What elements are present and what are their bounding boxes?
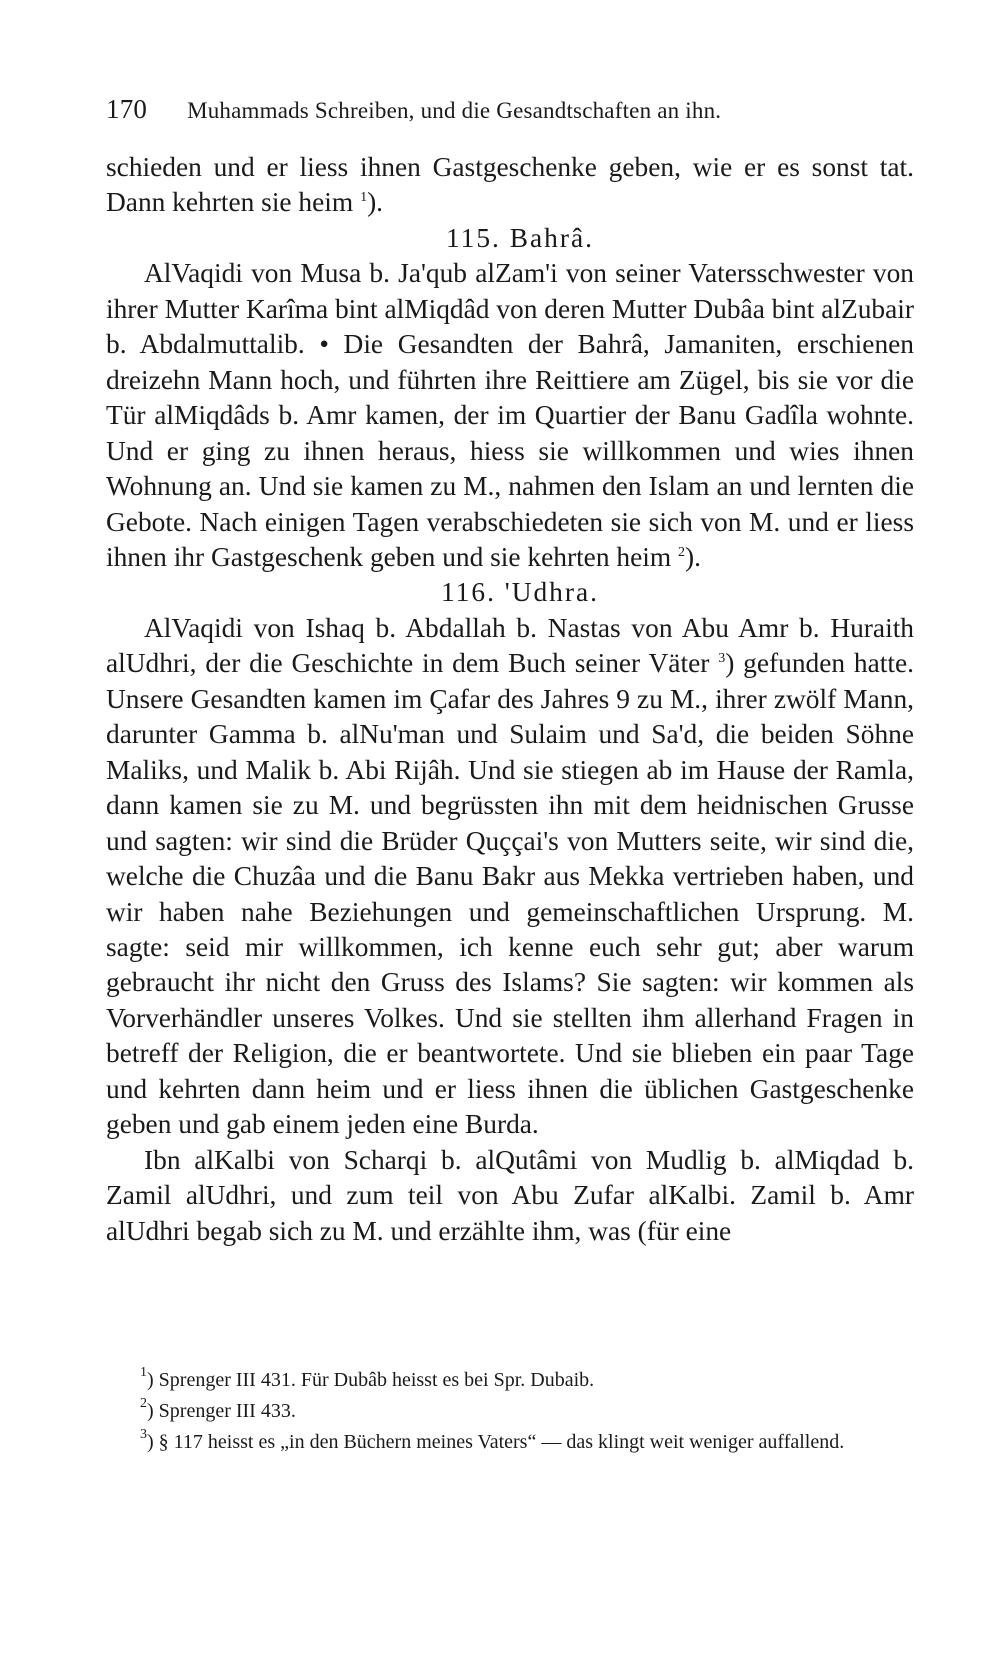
paragraph-text: schieden und er liess ihnen Gastgeschenke geben, wie er es sonst tat. Dann kehrten sie heim: [106, 152, 914, 218]
footnote-mark: 3: [140, 1427, 147, 1442]
paragraph-udhra: [106, 611, 914, 1143]
footnote-2: [106, 1396, 914, 1427]
footnote-text: ) Sprenger III 433.: [147, 1400, 296, 1422]
footnote-text: ) Sprenger III 431. Für Dubâb heisst es bei Spr. Dubaib.: [147, 1369, 595, 1391]
paragraph-text: ).: [367, 187, 384, 218]
footnote-ref-1: 1: [360, 190, 368, 206]
paragraph-text: ).: [685, 541, 701, 572]
footnote-ref-3: 3: [718, 651, 726, 667]
page-number: 170: [106, 94, 148, 124]
paragraph-text: ) gefunden hatte. Unsere Gesandten kamen im Çafar des Jahres 9 zu M., ihrer zwölf Mann, darunter Gamma b. alNu'man und Sulaim und Sa'd, die beiden Söhne Maliks, und Malik b. Abi Rijâh. Und sie stiegen ab im Hause der Ramla, dann kamen sie zu M. und begrüssten ihn mit dem heidnischen Grusse und sagten: wir sind die Brüder Quççai's von Mutters seite, wir sind die, welche die Chuzâa und die Banu Bakr aus Mekka vertrieben haben, und wir haben nahe Beziehungen und gemeinschaftlichen Ursprung. M. sagte: seid mir willkommen, ich kenne euch sehr gut; aber warum gebraucht ihr nicht den Gruss des Islams? Sie sagten: wir kommen als Vorverhändler unseres Volkes. Und sie stellten ihm allerhand Fragen in betreff der Religion, die er beantwortete. Und sie blieben ein paar Tage und kehrten dann heim und er liess ihnen die üblichen Gastgeschenke geben und gab einem jeden eine Burda.: [106, 648, 914, 1140]
section-heading-115: 115. Bahrâ.: [445, 222, 594, 253]
running-title: Muhammads Schreiben, und die Gesandtschaften an ihn.: [187, 98, 722, 123]
footnote-mark: 2: [140, 1396, 147, 1411]
paragraph-text: AlVaqidi von Musa b. Ja'qub alZam'i von seiner Vatersschwester von ihrer Mutter Karîma bint alMiqdâd von deren Mutter Dubâa bint alZubair b. Abdalmuttalib. • Die Gesandten der Bahrâ, Jamaniten, erschienen dreizehn Mann hoch, und führten ihre Reittiere am Zügel, bis sie vor die Tür alMiqdâds b. Amr kamen, der im Quartier der Banu Gadîla wohnte. Und er ging zu ihnen heraus, hiess sie willkommen und wies ihnen Wohnung an. Und sie kamen zu M., nahmen den Islam an und lernten die Gebote. Nach einigen Tagen verabschiedeten sie sich von M. und er liess ihnen ihr Gastgeschenk geben und sie kehrten heim: [106, 258, 914, 572]
paragraph-bahra: [106, 256, 914, 575]
footnote-ref-2: 2: [678, 544, 686, 560]
paragraph-ibn-alkalbi: [106, 1143, 914, 1249]
footnote-3: [106, 1427, 914, 1458]
paragraph-text: AlVaqidi von Ishaq b. Abdallah b. Nastas von Abu Amr b. Huraith alUdhri, der die Geschichte in dem Buch seiner Väter: [106, 612, 914, 679]
section-heading-116: 116. 'Udhra.: [441, 577, 599, 608]
footnotes: [106, 1365, 914, 1458]
paragraph-continuation: [106, 150, 914, 221]
paragraph-text: Ibn alKalbi von Scharqi b. alQutâmi von Mudlig b. alMiqdad b. Zamil alUdhri, und zum teil von Abu Zufar alKalbi. Zamil b. Amr alUdhri begab sich zu M. und erzählte ihm, was (für eine: [106, 1144, 914, 1246]
footnote-text: ) § 117 heisst es „in den Büchern meines Vaters“ — das klingt weit weniger auffallend.: [147, 1431, 845, 1453]
footnote-mark: 1: [140, 1365, 147, 1380]
footnote-1: [106, 1365, 914, 1396]
main-text: [106, 150, 914, 1249]
running-header: [106, 94, 906, 125]
